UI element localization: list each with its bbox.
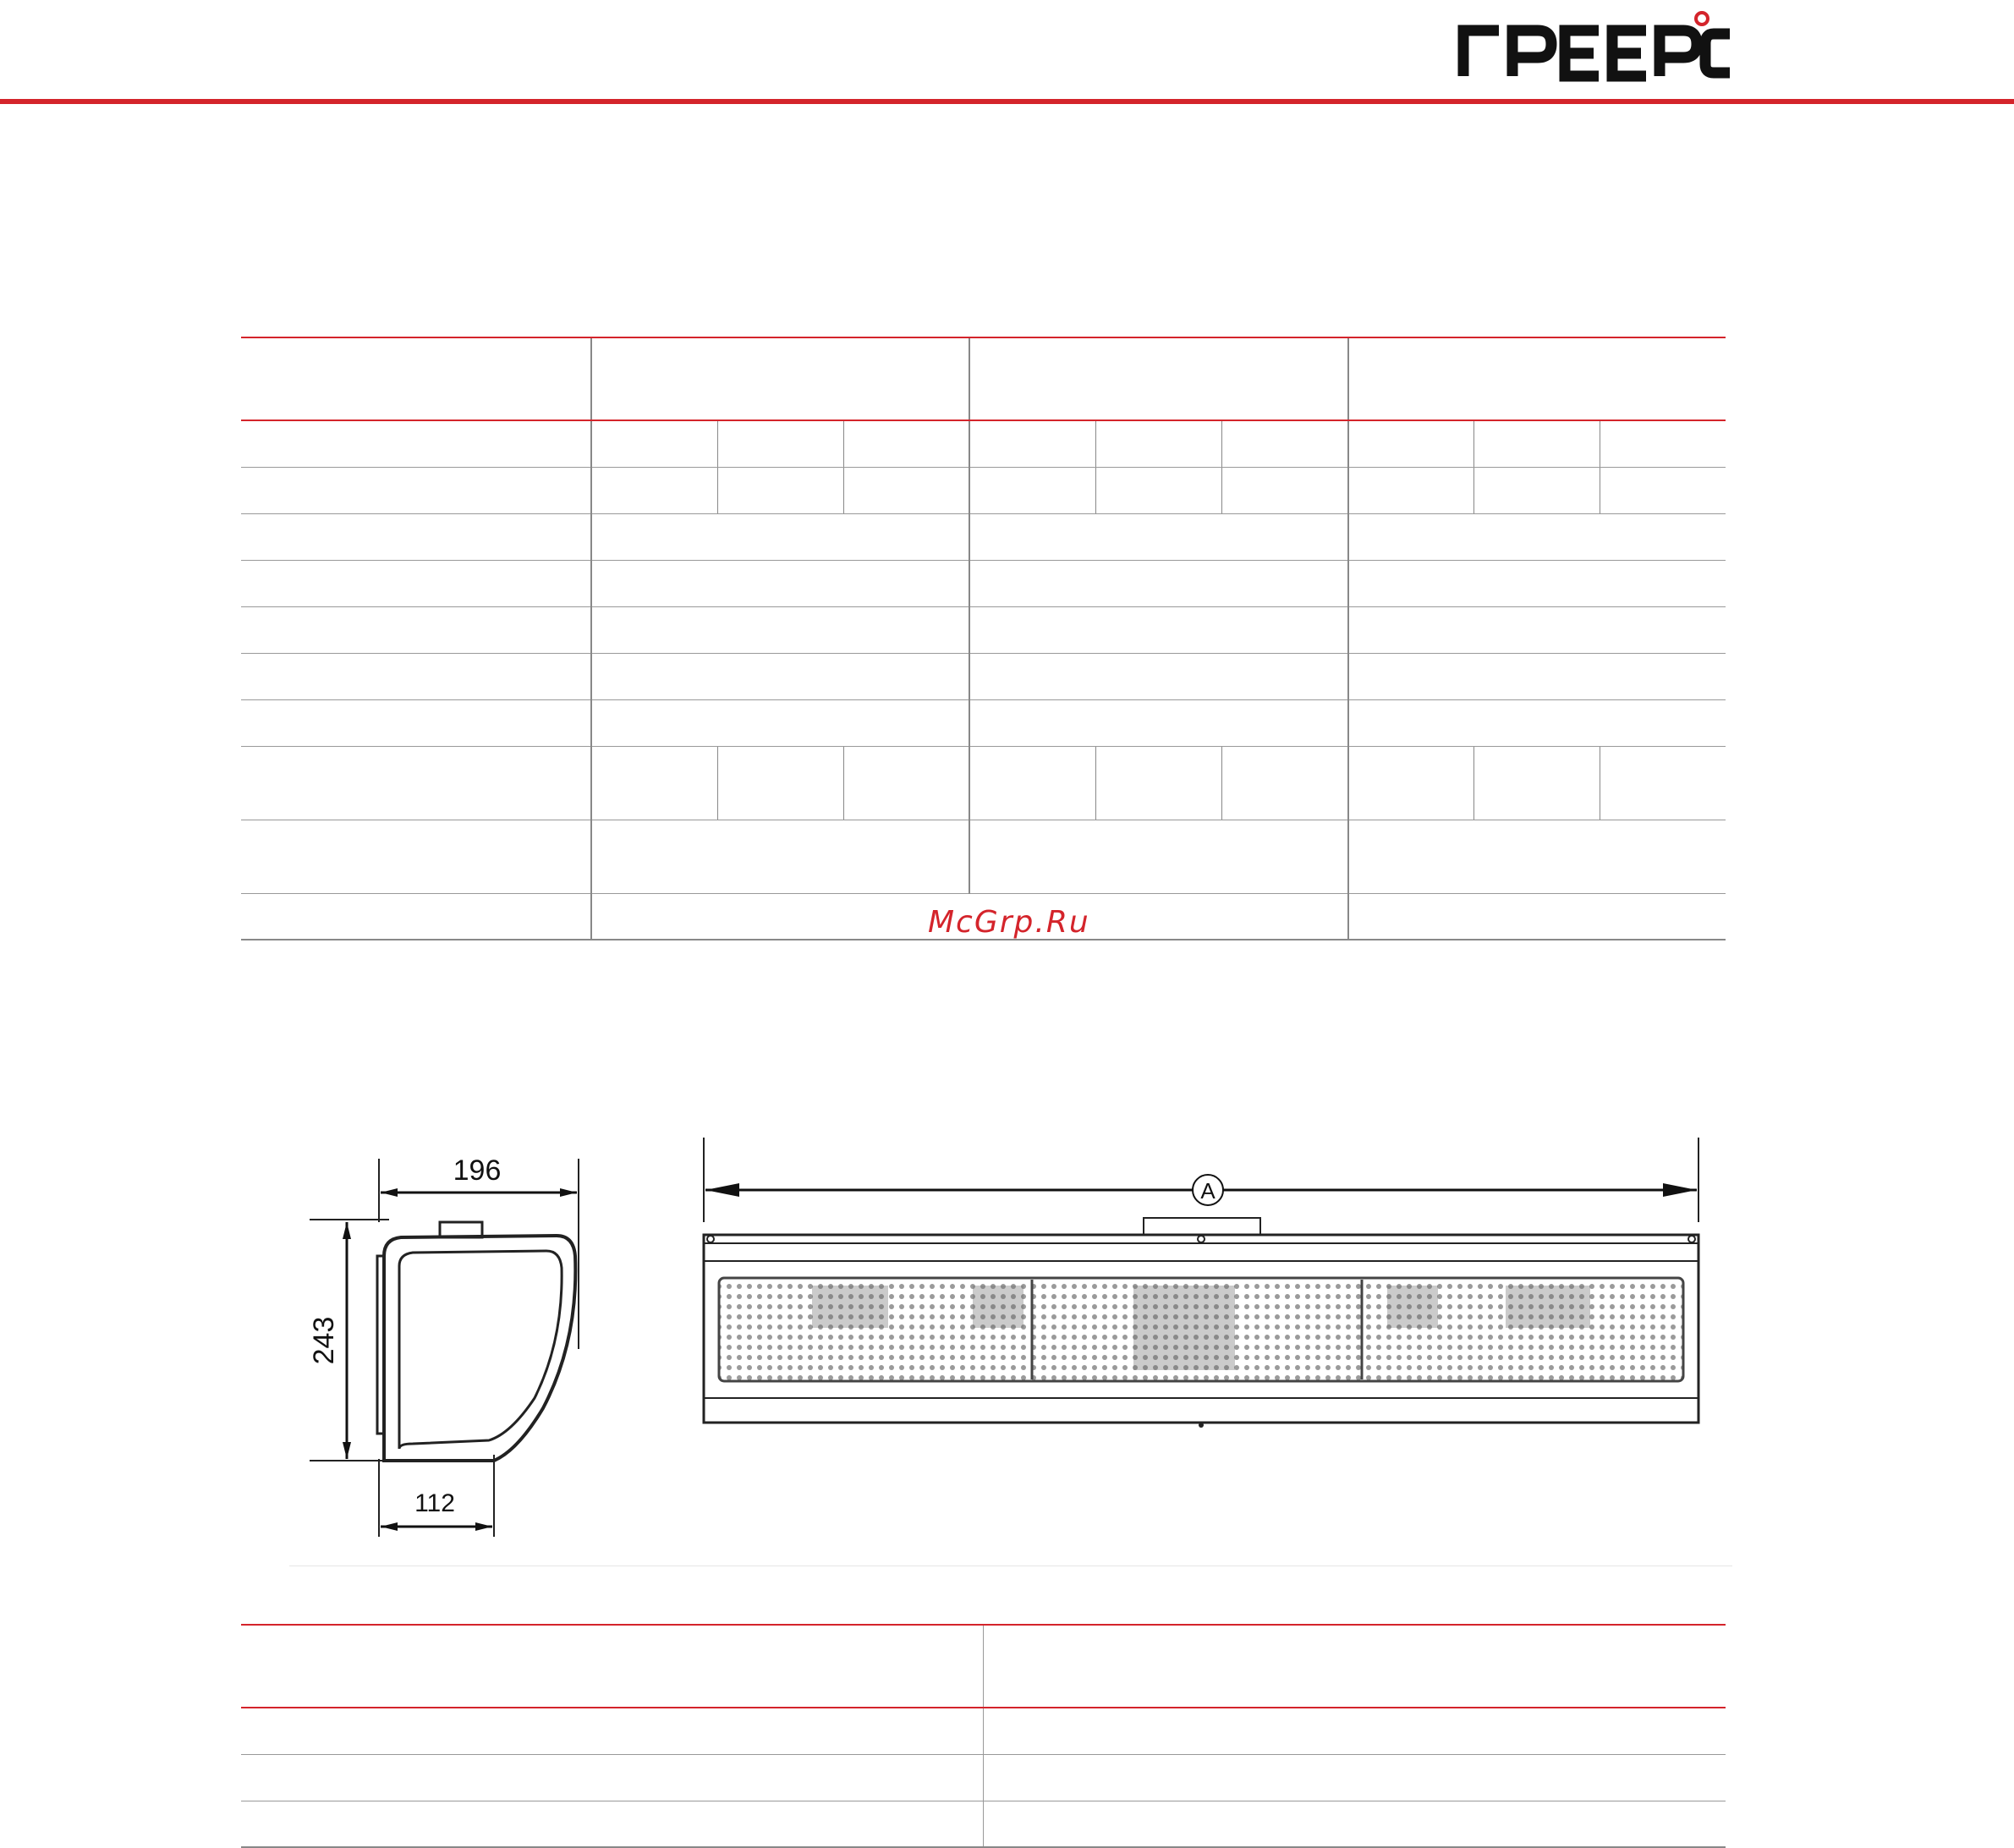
cell (843, 746, 969, 820)
height-dimension-label: 243 (308, 1316, 340, 1365)
spec-row (241, 467, 1726, 513)
cell (1600, 420, 1726, 467)
length-dimension-label: A (1200, 1178, 1216, 1204)
cell (591, 699, 969, 746)
spec-row (241, 560, 1726, 606)
brand-logo (1455, 8, 1734, 93)
cell (1348, 699, 1726, 746)
watermark: McGrp.Ru (928, 905, 1090, 940)
cell (1348, 467, 1474, 513)
cell (969, 746, 1095, 820)
cell (1600, 746, 1726, 820)
cell (1348, 746, 1474, 820)
base-dimension-label: 112 (414, 1489, 455, 1517)
cell (1348, 893, 1726, 940)
cell (1348, 653, 1726, 699)
cell (241, 1708, 983, 1754)
header-cell-model-1 (591, 337, 969, 420)
cell (983, 1708, 1726, 1754)
row-label (241, 513, 591, 560)
header-cell-model-3 (1348, 337, 1726, 420)
cell (969, 513, 1347, 560)
row-label (241, 746, 591, 820)
cell (1348, 420, 1474, 467)
cell (591, 746, 717, 820)
cell (1600, 467, 1726, 513)
spec-row (241, 746, 1726, 820)
cell (969, 653, 1347, 699)
cell (591, 467, 717, 513)
cell (1348, 513, 1726, 560)
depth-dimension-label: 196 (453, 1154, 502, 1187)
cell (1096, 746, 1222, 820)
lower-row (241, 1754, 1726, 1801)
cell (1222, 420, 1348, 467)
cell (1096, 420, 1222, 467)
cell (241, 1754, 983, 1801)
row-label (241, 893, 591, 940)
spec-row (241, 820, 1726, 893)
cell (969, 467, 1095, 513)
cell (969, 420, 1095, 467)
cell (717, 746, 843, 820)
spec-row (241, 513, 1726, 560)
row-label (241, 699, 591, 746)
cell (969, 606, 1347, 653)
header-rule (0, 99, 2014, 104)
cell (969, 560, 1347, 606)
lower-row (241, 1708, 1726, 1754)
cell (591, 513, 969, 560)
cell (843, 467, 969, 513)
row-label (241, 653, 591, 699)
row-label (241, 606, 591, 653)
cell (1348, 606, 1726, 653)
lower-table (241, 1624, 1726, 1848)
spec-row (241, 606, 1726, 653)
header-cell-dimension (983, 1625, 1726, 1708)
lower-header-row (241, 1625, 1726, 1708)
row-label (241, 820, 591, 893)
header-cell-param (241, 337, 591, 420)
front-view-drawing (694, 1129, 1726, 1484)
row-label (241, 467, 591, 513)
cell (591, 606, 969, 653)
cell (1096, 467, 1222, 513)
cell (591, 653, 969, 699)
lower-row (241, 1801, 1726, 1847)
cell (983, 1801, 1726, 1847)
side-view-drawing (289, 1129, 611, 1552)
spec-row (241, 699, 1726, 746)
cell (983, 1754, 1726, 1801)
cell (717, 467, 843, 513)
row-label (241, 420, 591, 467)
row-label (241, 560, 591, 606)
spec-row (241, 653, 1726, 699)
cell (1474, 467, 1600, 513)
spec-header-row (241, 337, 1726, 420)
cell (843, 420, 969, 467)
cell (1222, 467, 1348, 513)
cell (591, 820, 969, 893)
cell (1348, 820, 1726, 893)
cell (717, 420, 843, 467)
cell (1474, 420, 1600, 467)
cell (591, 420, 717, 467)
cell (1222, 746, 1348, 820)
cell (969, 699, 1347, 746)
header-cell-model-2 (969, 337, 1347, 420)
cell (241, 1801, 983, 1847)
cell (969, 820, 1347, 893)
cell (591, 560, 969, 606)
cell (1474, 746, 1600, 820)
spec-table (241, 337, 1726, 940)
spec-row (241, 420, 1726, 467)
cell (1348, 560, 1726, 606)
header-cell-model (241, 1625, 983, 1708)
